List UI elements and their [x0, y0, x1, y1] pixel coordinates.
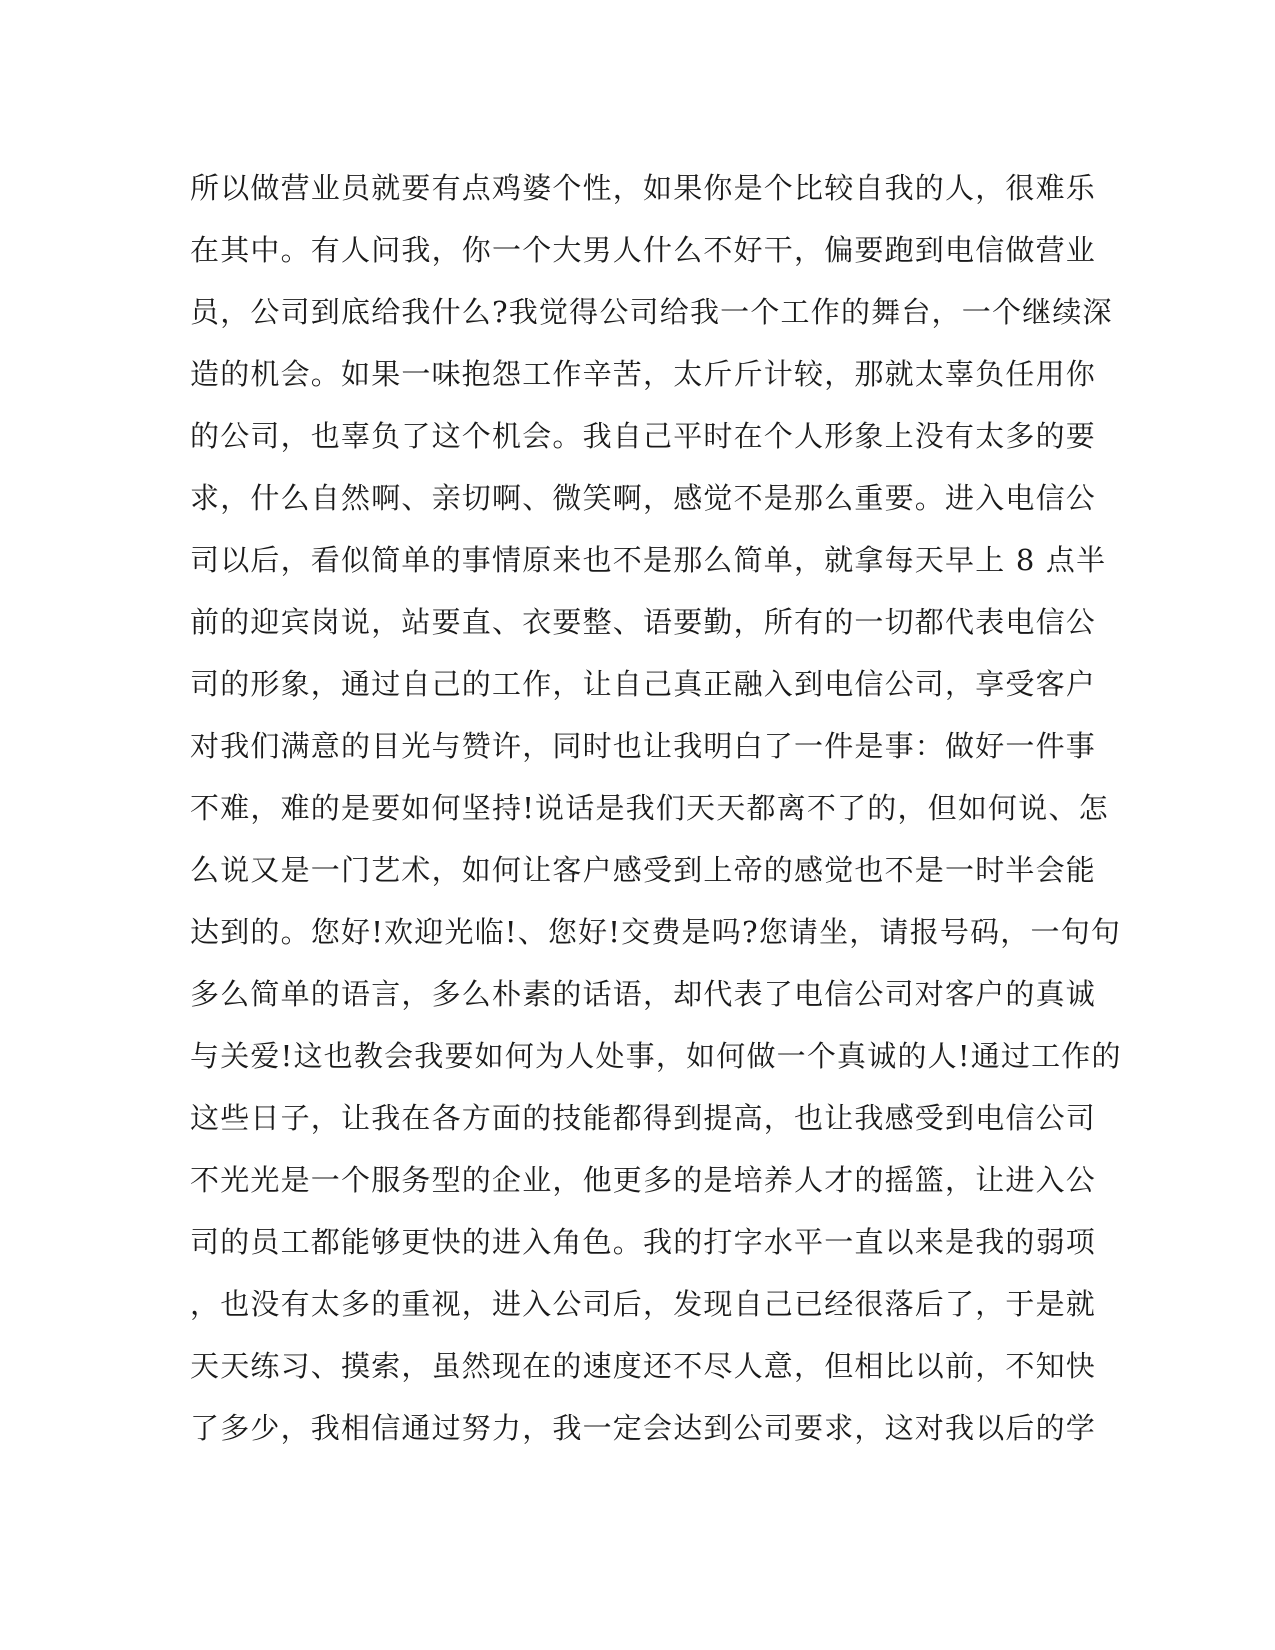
text-line: 天天练习、摸索，虽然现在的速度还不尽人意，但相比以前，不知快: [190, 1349, 1097, 1383]
text-line: 与关爱!这也教会我要如何为人处事，如何做一个真诚的人!通过工作的: [190, 1039, 1122, 1073]
text-line: 达到的。您好!欢迎光临!、您好!交费是吗?您请坐，请报号码，一句句: [190, 915, 1122, 949]
text-line: 了多少，我相信通过努力，我一定会达到公司要求，这对我以后的学: [190, 1411, 1097, 1445]
text-line: 不光光是一个服务型的企业，他更多的是培养人才的摇篮，让进入公: [190, 1163, 1097, 1197]
text-line: 对我们满意的目光与赞许，同时也让我明白了一件是事：做好一件事: [190, 729, 1097, 763]
text-line: ，也没有太多的重视，进入公司后，发现自己已经很落后了，于是就: [190, 1287, 1097, 1321]
text-line: 在其中。有人问我，你一个大男人什么不好干，偏要跑到电信做营业: [190, 233, 1097, 267]
text-line: 司的员工都能够更快的进入角色。我的打字水平一直以来是我的弱项: [190, 1225, 1097, 1259]
text-line: 求，什么自然啊、亲切啊、微笑啊，感觉不是那么重要。进入电信公: [190, 481, 1097, 515]
text-line: 多么简单的语言，多么朴素的话语，却代表了电信公司对客户的真诚: [190, 977, 1097, 1011]
body-text: [190, 157, 1122, 1459]
text-line: 司的形象，通过自己的工作，让自己真正融入到电信公司，享受客户: [190, 667, 1097, 701]
text-line: 员，公司到底给我什么?我觉得公司给我一个工作的舞台，一个继续深: [190, 295, 1113, 329]
text-line: 不难，难的是要如何坚持!说话是我们天天都离不了的，但如何说、怎: [190, 791, 1109, 825]
text-line: 么说又是一门艺术，如何让客户感受到上帝的感觉也不是一时半会能: [190, 853, 1097, 887]
text-line: 所以做营业员就要有点鸡婆个性，如果你是个比较自我的人，很难乐: [190, 171, 1097, 205]
text-line: 的公司，也辜负了这个机会。我自己平时在个人形象上没有太多的要: [190, 419, 1097, 453]
text-line: 司以后，看似简单的事情原来也不是那么简单，就拿每天早上 8 点半: [190, 543, 1107, 577]
text-line: 造的机会。如果一味抱怨工作辛苦，太斤斤计较，那就太辜负任用你: [190, 357, 1097, 391]
text-line: 这些日子，让我在各方面的技能都得到提高，也让我感受到电信公司: [190, 1101, 1097, 1135]
text-line: 前的迎宾岗说，站要直、衣要整、语要勤，所有的一切都代表电信公: [190, 605, 1097, 639]
